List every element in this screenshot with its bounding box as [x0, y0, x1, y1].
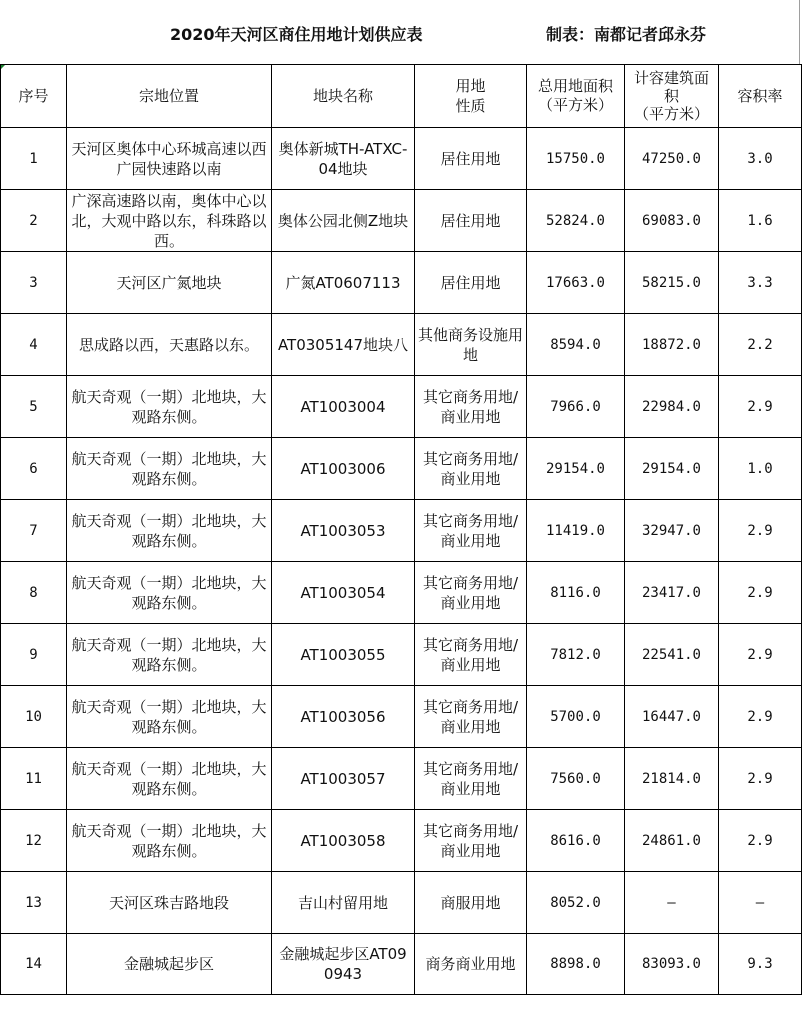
cell-ratio[interactable]: 2.9 [719, 500, 802, 562]
cell-usage[interactable]: 居住用地 [415, 252, 527, 314]
title-row [0, 0, 800, 64]
cell-area[interactable]: 8594.0 [527, 314, 625, 376]
cell-seq[interactable]: 3 [1, 252, 67, 314]
table-row [1, 500, 802, 562]
cell-ratio[interactable]: 2.9 [719, 748, 802, 810]
cell-building-area[interactable]: 24861.0 [625, 810, 719, 872]
cell-usage[interactable]: 其他商务设施用地 [415, 314, 527, 376]
table-row [1, 562, 802, 624]
table-row [1, 810, 802, 872]
cell-location[interactable]: 航天奇观（一期）北地块，大观路东侧。 [67, 810, 272, 872]
cell-area[interactable]: 8616.0 [527, 810, 625, 872]
land-supply-table [0, 64, 802, 995]
cell-building-area[interactable]: 69083.0 [625, 190, 719, 252]
cell-name[interactable]: AT1003057 [272, 748, 415, 810]
cell-area[interactable]: 15750.0 [527, 128, 625, 190]
cell-name[interactable]: 金融城起步区AT090943 [272, 934, 415, 995]
cell-ratio[interactable]: 2.2 [719, 314, 802, 376]
header-name[interactable]: 地块名称 [272, 65, 415, 128]
cell-location[interactable]: 天河区奥体中心环城高速以西广园快速路以南 [67, 128, 272, 190]
cell-building-area[interactable]: 23417.0 [625, 562, 719, 624]
cell-area[interactable]: 7812.0 [527, 624, 625, 686]
cell-seq[interactable]: 11 [1, 748, 67, 810]
cell-name[interactable]: 吉山村留用地 [272, 872, 415, 934]
cell-name[interactable]: 奥体新城TH-ATXC-04地块 [272, 128, 415, 190]
header-row [1, 65, 802, 128]
cell-name[interactable]: AT1003006 [272, 438, 415, 500]
header-location[interactable]: 宗地位置 [67, 65, 272, 128]
cell-building-area[interactable]: 22541.0 [625, 624, 719, 686]
header-ratio[interactable]: 容积率 [719, 65, 802, 128]
cell-location[interactable]: 思成路以西，天惠路以东。 [67, 314, 272, 376]
cell-usage[interactable]: 商服用地 [415, 872, 527, 934]
header-usage[interactable]: 用地 性质 [415, 65, 527, 128]
table-body [1, 128, 802, 995]
cell-usage[interactable]: 其它商务用地/商业用地 [415, 810, 527, 872]
cell-name[interactable]: 广氮AT0607113 [272, 252, 415, 314]
cell-area[interactable]: 52824.0 [527, 190, 625, 252]
cell-area[interactable]: 8052.0 [527, 872, 625, 934]
table-row [1, 376, 802, 438]
cell-seq[interactable]: 13 [1, 872, 67, 934]
cell-name[interactable]: AT1003058 [272, 810, 415, 872]
cell-ratio[interactable]: 2.9 [719, 376, 802, 438]
cell-building-area[interactable]: 58215.0 [625, 252, 719, 314]
cell-seq[interactable]: 2 [1, 190, 67, 252]
cell-location[interactable]: 航天奇观（一期）北地块，大观路东侧。 [67, 376, 272, 438]
cell-building-area[interactable]: 22984.0 [625, 376, 719, 438]
cell-seq[interactable]: 5 [1, 376, 67, 438]
cell-area[interactable]: 7560.0 [527, 748, 625, 810]
table-row [1, 128, 802, 190]
cell-name[interactable]: AT1003053 [272, 500, 415, 562]
cell-name[interactable]: AT1003054 [272, 562, 415, 624]
cell-area[interactable]: 17663.0 [527, 252, 625, 314]
cell-building-area[interactable]: — [625, 872, 719, 934]
cell-seq[interactable]: 4 [1, 314, 67, 376]
cell-location[interactable]: 航天奇观（一期）北地块，大观路东侧。 [67, 438, 272, 500]
cell-usage[interactable]: 居住用地 [415, 128, 527, 190]
table-row [1, 190, 802, 252]
cell-seq[interactable]: 6 [1, 438, 67, 500]
cell-building-area[interactable]: 47250.0 [625, 128, 719, 190]
cell-location[interactable]: 金融城起步区 [67, 934, 272, 995]
table-row [1, 934, 802, 995]
cell-seq[interactable]: 14 [1, 934, 67, 995]
cell-location[interactable]: 航天奇观（一期）北地块，大观路东侧。 [67, 562, 272, 624]
cell-usage[interactable]: 其它商务用地/商业用地 [415, 562, 527, 624]
cell-seq[interactable]: 10 [1, 686, 67, 748]
cell-building-area[interactable]: 83093.0 [625, 934, 719, 995]
cell-usage[interactable]: 其它商务用地/商业用地 [415, 438, 527, 500]
cell-usage[interactable]: 商务商业用地 [415, 934, 527, 995]
cell-building-area[interactable]: 29154.0 [625, 438, 719, 500]
table-title: 2020年天河区商住用地计划供应表 [170, 25, 423, 44]
cell-building-area[interactable]: 32947.0 [625, 500, 719, 562]
cell-ratio[interactable]: 2.9 [719, 624, 802, 686]
header-building-area[interactable]: 计容建筑面 积 （平方米） [625, 65, 719, 128]
cell-usage[interactable]: 其它商务用地/商业用地 [415, 748, 527, 810]
cell-seq[interactable]: 7 [1, 500, 67, 562]
cell-location[interactable]: 航天奇观（一期）北地块，大观路东侧。 [67, 624, 272, 686]
cell-ratio[interactable]: 2.9 [719, 562, 802, 624]
cell-location[interactable]: 广深高速路以南，奥体中心以北，大观中路以东，科珠路以西。 [67, 190, 272, 252]
cell-usage[interactable]: 居住用地 [415, 190, 527, 252]
header-area[interactable]: 总用地面积 （平方米） [527, 65, 625, 128]
cell-area[interactable]: 8898.0 [527, 934, 625, 995]
cell-ratio[interactable]: 3.3 [719, 252, 802, 314]
cell-building-area[interactable]: 21814.0 [625, 748, 719, 810]
table-row [1, 438, 802, 500]
cell-ratio[interactable]: 9.3 [719, 934, 802, 995]
table-row [1, 624, 802, 686]
cell-name[interactable]: AT0305147地块八 [272, 314, 415, 376]
cell-ratio[interactable]: 1.0 [719, 438, 802, 500]
cell-location[interactable]: 航天奇观（一期）北地块，大观路东侧。 [67, 500, 272, 562]
cell-seq[interactable]: 8 [1, 562, 67, 624]
cell-ratio[interactable]: 1.6 [719, 190, 802, 252]
cell-area[interactable]: 7966.0 [527, 376, 625, 438]
table-row [1, 748, 802, 810]
cell-seq[interactable]: 1 [1, 128, 67, 190]
cell-usage[interactable]: 其它商务用地/商业用地 [415, 376, 527, 438]
cell-building-area[interactable]: 16447.0 [625, 686, 719, 748]
header-seq[interactable]: 序号 [1, 65, 67, 128]
table-row [1, 686, 802, 748]
cell-location[interactable]: 航天奇观（一期）北地块，大观路东侧。 [67, 686, 272, 748]
cell-ratio[interactable]: — [719, 872, 802, 934]
table-author: 制表：南都记者邱永芬 [546, 25, 707, 44]
cell-usage[interactable]: 其它商务用地/商业用地 [415, 500, 527, 562]
cell-seq[interactable]: 12 [1, 810, 67, 872]
cell-area[interactable]: 8116.0 [527, 562, 625, 624]
cell-name[interactable]: 奥体公园北侧Z地块 [272, 190, 415, 252]
cell-usage[interactable]: 其它商务用地/商业用地 [415, 686, 527, 748]
cell-ratio[interactable]: 2.9 [719, 686, 802, 748]
cell-ratio[interactable]: 3.0 [719, 128, 802, 190]
cell-area[interactable]: 11419.0 [527, 500, 625, 562]
cell-ratio[interactable]: 2.9 [719, 810, 802, 872]
cell-location[interactable]: 天河区珠吉路地段 [67, 872, 272, 934]
cell-usage[interactable]: 其它商务用地/商业用地 [415, 624, 527, 686]
cell-location[interactable]: 航天奇观（一期）北地块，大观路东侧。 [67, 748, 272, 810]
cell-location[interactable]: 天河区广氮地块 [67, 252, 272, 314]
table-row [1, 872, 802, 934]
cell-area[interactable]: 5700.0 [527, 686, 625, 748]
cell-name[interactable]: AT1003056 [272, 686, 415, 748]
table-row [1, 314, 802, 376]
cell-building-area[interactable]: 18872.0 [625, 314, 719, 376]
cell-seq[interactable]: 9 [1, 624, 67, 686]
table-row [1, 252, 802, 314]
cell-name[interactable]: AT1003055 [272, 624, 415, 686]
cell-name[interactable]: AT1003004 [272, 376, 415, 438]
cell-area[interactable]: 29154.0 [527, 438, 625, 500]
